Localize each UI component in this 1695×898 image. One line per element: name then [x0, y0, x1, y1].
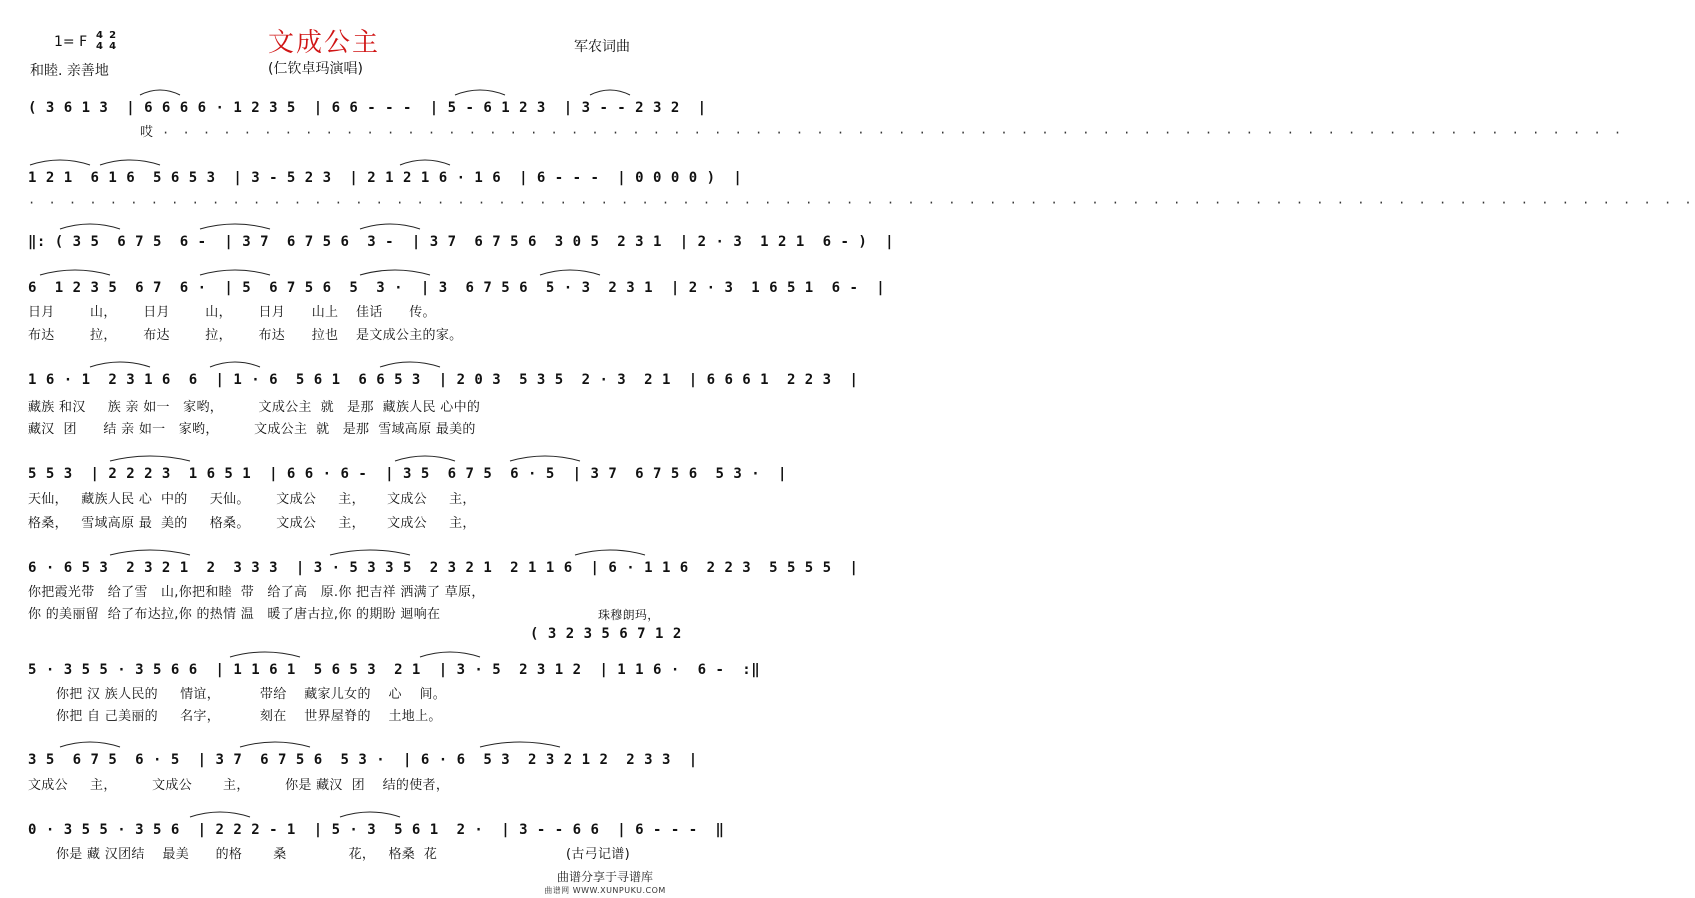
key-signature: 1= F	[54, 34, 88, 50]
lyric-line-5b: 你把 自 己美丽的 名字， 刻在 世界屋脊的 土地上。	[56, 709, 442, 724]
meter-1-bottom: 4	[96, 41, 103, 52]
lyric-line-7: 你是 藏 汉团结 最美 的格 桑 花， 格桑 花	[56, 847, 438, 862]
notation-line-2: 1 2 1 6 1 6 5 6 5 3 | 3 - 5 2 3 | 2 1 2 1 6 · 1 6 | 6 - - - | 0 0 0 0 ) |	[28, 170, 743, 186]
lyric-line-1b: 布达 拉， 布达 拉， 布达 拉也 是文成公主的家。	[28, 328, 463, 343]
meter-1-top: 4	[96, 30, 103, 41]
notation-line-10: 0 · 3 5 5 · 3 5 6 | 2 2 2 - 1 | 5 · 3 5 6 1 2 · | 3 - - 6 6 | 6 - - - ‖	[28, 822, 725, 838]
lyric-line-4b: 你 的美丽留 给了布达拉,你 的热情 温 暖了唐古拉,你 的期盼 迴响在	[28, 607, 445, 622]
lyric-line-2b: 藏汉 团 结 亲 如一 家哟， 文成公主 就 是那 雪域高原 最美的	[28, 422, 476, 437]
hold-dots-1: · · · · · · · · · · · · · · · · · · · · · · · · · · · · · · · · · · · · · · · · · · · · · · · · · · · · · · · · · · · · · · · · · · · · · · · ·	[162, 126, 1625, 140]
notation-line-5: 1 6 · 1 2 3 1 6 6 | 1 · 6 5 6 1 6 6 5 3 | 2 0 3 5 3 5 2 · 3 2 1 | 6 6 6 1 2 2 3 |	[28, 372, 859, 388]
notation-line-9: 3 5 6 7 5 6 · 5 | 3 7 6 7 5 6 5 3 · | 6 · 6 5 3 2 3 2 1 2 2 3 3 |	[28, 752, 698, 768]
watermark-line-2: 曲谱网 WWW.XUNPUKU.COM	[544, 886, 666, 895]
hold-dots-2: · · · · · · · · · · · · · · · · · · · · · · · · · · · · · · · · · · · · · · · · · · · · · · · · · · · · · · · · · · · · · · · · · · · · · · · · · · · · · · · · · ·	[28, 196, 1695, 210]
notation-line-3: ‖: ( 3 5 6 7 5 6 - | 3 7 6 7 5 6 3 - | 3 7 6 7 5 6 3 0 5 2 3 1 | 2 · 3 1 2 1 6 - ) |	[28, 234, 895, 250]
lyric-line-1a: 日月 山， 日月 山， 日月 山上 佳话 传。	[28, 305, 436, 320]
lyric-line-2a: 藏族 和汉 族 亲 如一 家哟， 文成公主 就 是那 藏族人民 心中的	[28, 400, 481, 415]
lyric-line-3b: 格桑， 雪域高原 最 美的 格桑。 文成公 主， 文成公 主，	[28, 516, 476, 531]
song-title: 文成公主	[268, 28, 381, 58]
singer-credit: (仁钦卓玛演唱)	[268, 61, 363, 77]
lyric-line-3a: 天仙， 藏族人民 心 中的 天仙。 文成公 主， 文成公 主，	[28, 492, 476, 507]
pickup-notes: ( 3 2 3 5 6 7 1 2	[530, 626, 682, 642]
composer-credit: 军农词曲	[574, 39, 630, 55]
interjection-lyric: 哎	[140, 125, 154, 140]
meter-2-bottom: 4	[109, 41, 117, 52]
site-watermark	[530, 868, 680, 896]
meter-2-top: 2	[109, 30, 117, 41]
notation-line-7: 6 · 6 5 3 2 3 2 1 2 3 3 3 | 3 · 5 3 3 5 2 3 2 1 2 1 1 6 | 6 · 1 1 6 2 2 3 5 5 5 5 |	[28, 560, 859, 576]
lyric-line-5a: 你把 汉 族人民的 情谊， 带给 藏家儿女的 心 间。	[56, 687, 447, 702]
lyric-line-6: 文成公 主， 文成公 主， 你是 藏汉 团 结的使者，	[28, 778, 450, 793]
notation-line-6: 5 5 3 | 2 2 2 3 1 6 5 1 | 6 6 · 6 - | 3 5 6 7 5 6 · 5 | 3 7 6 7 5 6 5 3 · |	[28, 466, 787, 482]
lyric-tail: 珠穆朗玛，	[598, 608, 660, 622]
notation-line-4: 6 1 2 3 5 6 7 6 · | 5 6 7 5 6 5 3 · | 3 6 7 5 6 5 · 3 2 3 1 | 2 · 3 1 6 5 1 6 - |	[28, 280, 886, 296]
watermark-line-1: 曲谱分享于寻谱库	[556, 870, 653, 884]
time-signature	[96, 30, 119, 52]
tempo-marking: 和睦. 亲善地	[30, 63, 109, 79]
notation-line-8: 5 · 3 5 5 · 3 5 6 6 | 1 1 6 1 5 6 5 3 2 1 | 3 · 5 2 3 1 2 | 1 1 6 · 6 - :‖	[28, 662, 761, 678]
lyric-line-4a: 你把霞光带 给了雪 山,你把和睦 带 给了高 原.你 把吉祥 洒满了 草原，	[28, 585, 485, 600]
notation-credit: (古弓记谱)	[566, 847, 630, 862]
notation-line-1: ( 3 6 1 3 | 6 6 6 6 · 1 2 3 5 | 6 6 - - - | 5 - 6 1 2 3 | 3 - - 2 3 2 |	[28, 100, 707, 116]
